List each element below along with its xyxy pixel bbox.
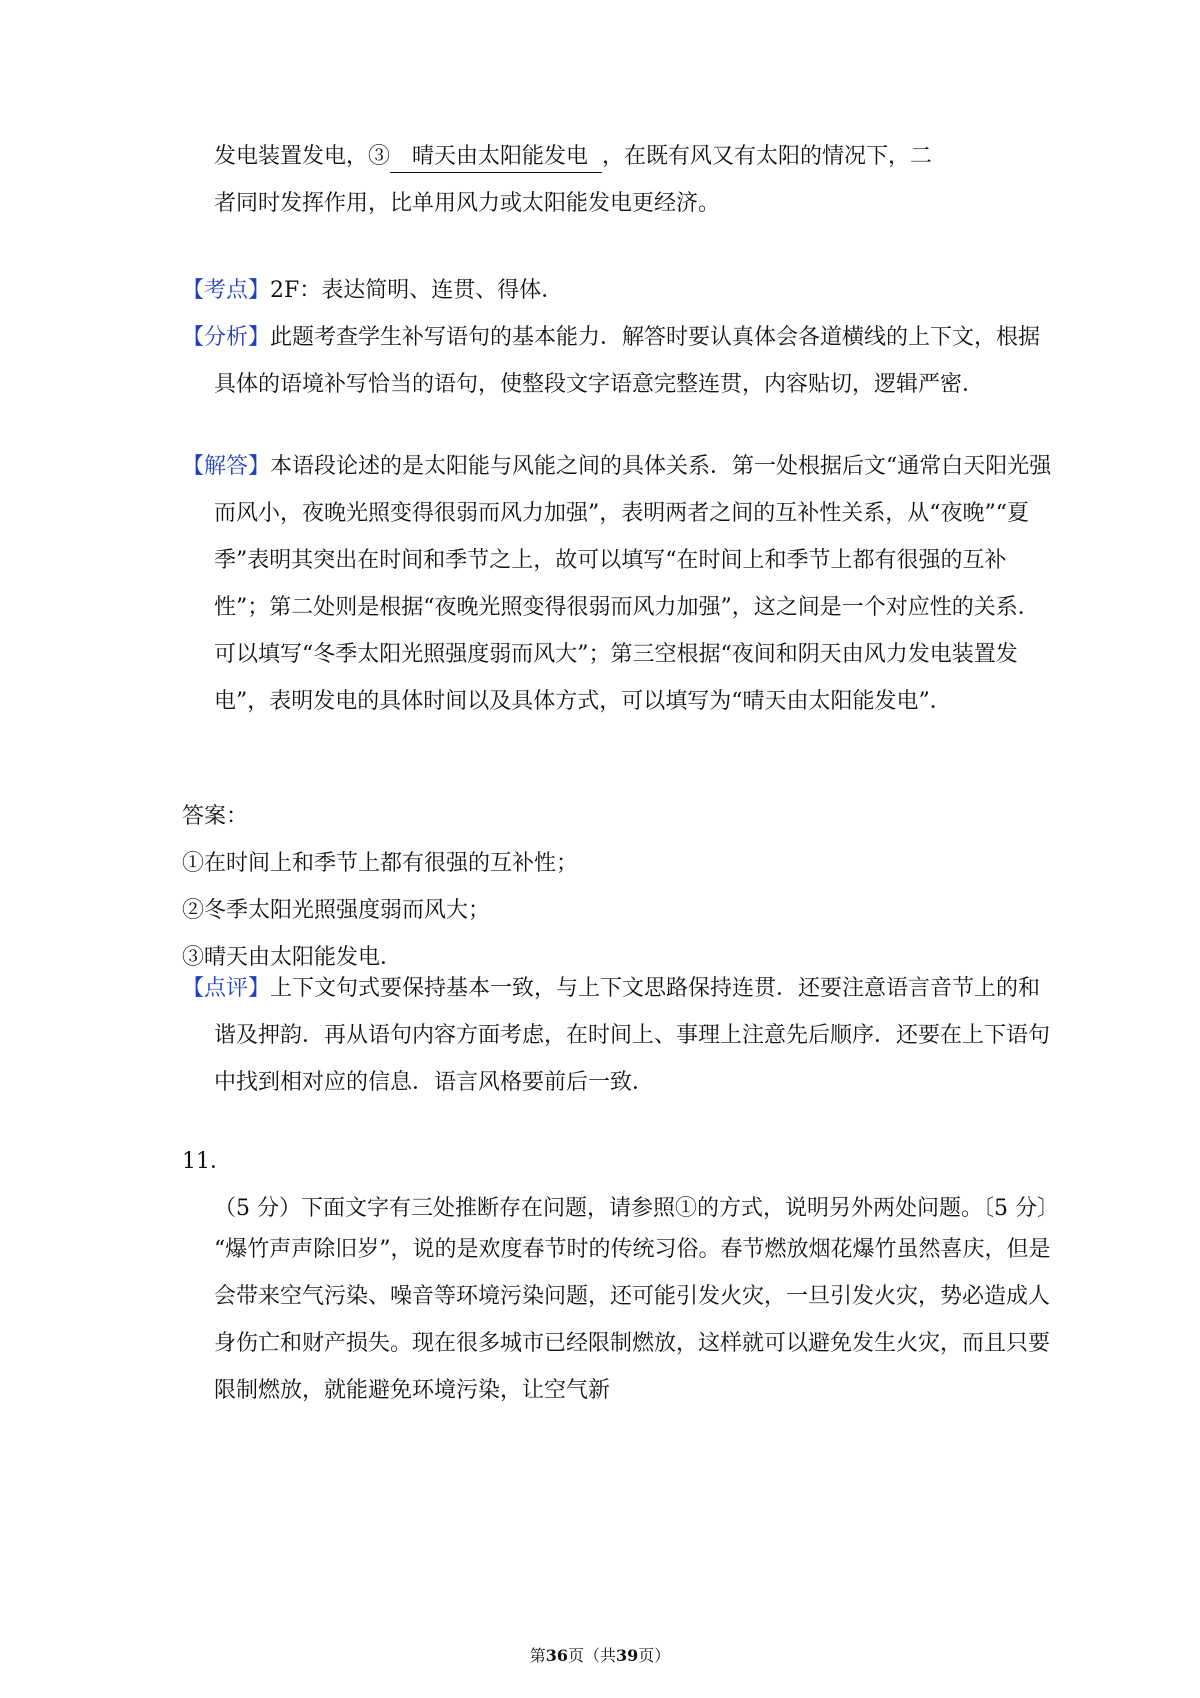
dianping-section — [182, 965, 1059, 1106]
continuation-text-after: ，在既有风又有太阳的情况下，二 — [602, 144, 933, 169]
footer-page-number: 36 — [545, 1646, 568, 1665]
continuation-text-before: 发电装置发电，③ — [214, 144, 391, 169]
continuation-line-1 — [214, 133, 1059, 180]
kaodian-tag: 【考点】 — [182, 278, 271, 303]
page-footer — [0, 1645, 1200, 1667]
footer-prefix: 第 — [529, 1646, 546, 1665]
continuation-paragraph — [182, 133, 1059, 227]
footer-total-pages: 39 — [616, 1646, 639, 1665]
question-11-number: 11． — [182, 1149, 232, 1174]
fenxi-text: 此题考查学生补写语句的基本能力．解答时要认真体会各道横线的上下文，根据具体的语境补写恰当的语句，使整段文字语意完整连贯，内容贴切，逻辑严密． — [214, 325, 1041, 397]
fenxi-section — [182, 314, 1059, 408]
answer-item-1: ①在时间上和季节上都有很强的互补性； — [182, 851, 579, 876]
fill-blank-3: 晴天由太阳能发电 — [390, 142, 602, 173]
question-11-stem-text: （5 分）下面文字有三处推断存在问题，请参照①的方式，说明另外两处问题。〔5 分〕 — [214, 1196, 1059, 1221]
fenxi-tag: 【分析】 — [182, 325, 271, 350]
answers-heading: 答案： — [182, 804, 249, 829]
answer-item-2: ②冬季太阳光照强度弱而风大； — [182, 898, 491, 923]
kaodian-section — [182, 267, 1059, 314]
question-11-passage — [182, 1226, 1059, 1414]
dianping-text: 上下文句式要保持基本一致，与上下文思路保持连贯．还要注意语言音节上的和谐及押韵．再从语句内容方面考虑，在时间上、事理上注意先后顺序．还要在上下语句中找到相对应的信息．语言风格要前后一致． — [214, 976, 1051, 1095]
answers-section — [182, 793, 1027, 981]
jieda-tag: 【解答】 — [182, 454, 271, 479]
footer-middle: 页（共 — [567, 1646, 616, 1665]
jieda-section — [182, 443, 1059, 725]
dianping-tag: 【点评】 — [182, 976, 271, 1001]
question-11-passage-text: “爆竹声声除旧岁”，说的是欢度春节时的传统习俗。春节燃放烟花爆竹虽然喜庆，但是会带来空气污染、噪音等环境污染问题，还可能引发火灾，一旦引发火灾，势必造成人身伤亡和财产损失。现在很多城市已经限制燃放，这样就可以避免发生火灾，而且只要限制燃放，就能避免环境污染，让空气新 — [214, 1237, 1051, 1403]
footer-suffix: 页） — [638, 1646, 671, 1665]
answer-item-3: ③晴天由太阳能发电． — [182, 945, 403, 970]
kaodian-text: 2F：表达简明、连贯、得体． — [270, 278, 564, 303]
question-11-stem — [182, 1138, 1059, 1232]
jieda-text: 本语段论述的是太阳能与风能之间的具体关系．第一处根据后文“通常白天阳光强而风小，夜晚光照变得很弱而风力加强”，表明两者之间的互补性关系，从“夜晚”“夏季”表明其突出在时间和季节之上，故可以填写“在时间上和季节上都有很强的互补性”；第二处则是根据“夜晚光照变得很弱而风力加强”，这之间是一个对应性的关系．可以填写“冬季太阳光照强度弱而风大”；第三空根据“夜间和阴天由风力发电装置发电”，表明发电的具体时间以及具体方式，可以填写为“晴天由太阳能发电”． — [214, 454, 1052, 714]
continuation-line-2: 者同时发挥作用，比单用风力或太阳能发电更经济。 — [214, 191, 721, 216]
